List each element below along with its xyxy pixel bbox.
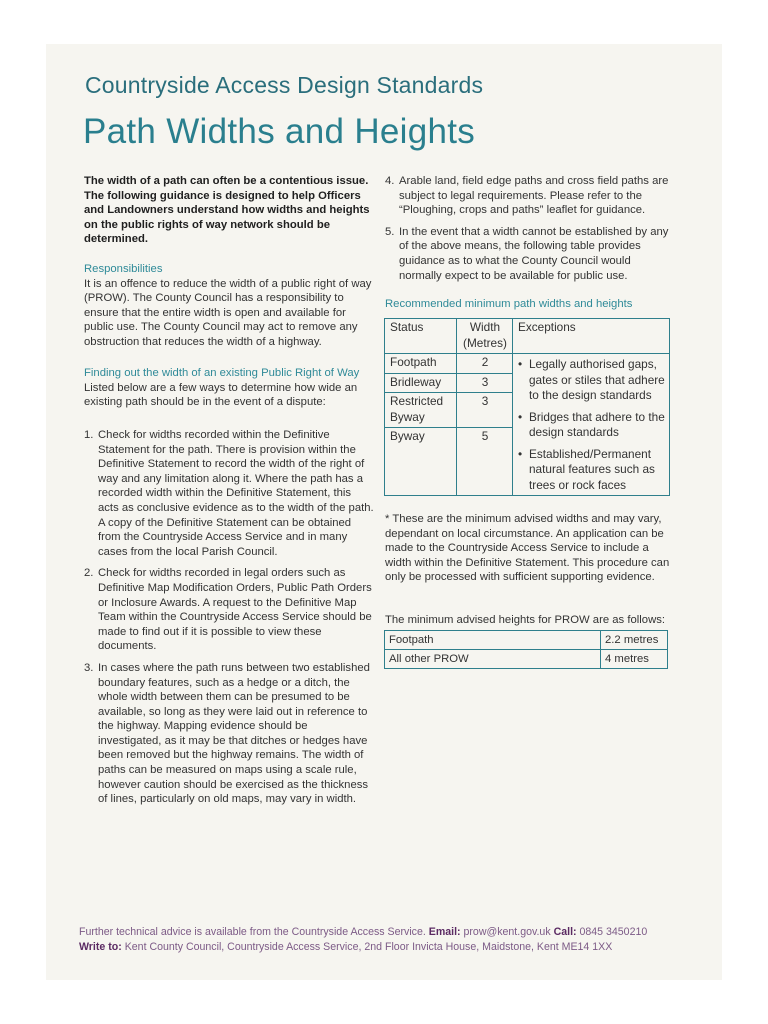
email-link[interactable]: prow@kent.gov.uk xyxy=(463,926,551,938)
list-item xyxy=(84,428,374,559)
status-cell: Bridleway xyxy=(385,373,457,393)
responsibilities-text: It is an offence to reduce the width of a public right of way (PROW). The County Council has a responsibility to ensure that the entire width is open and available for public use. The County Council may act to remove any obstruction that reduces the width of a highway. xyxy=(84,277,372,348)
list-number: 4. xyxy=(385,175,395,187)
table-row xyxy=(385,631,668,650)
finding-section xyxy=(84,366,376,410)
footer-line-2 xyxy=(79,940,647,955)
exceptions-list xyxy=(518,357,665,493)
list-number: 5. xyxy=(385,225,395,238)
list-item xyxy=(84,661,374,807)
list-item xyxy=(385,174,675,218)
header-status: Status xyxy=(385,319,457,354)
width-cell: 3 xyxy=(457,373,513,393)
list-text: Check for widths recorded within the Definitive Statement for the path. There is provision within the Definitive Statement to record the width of the right of way and any limitation along it. Where the path has a recorded width within the Definitive Statement, this acts as conclusive evidence as to the width of the path. A copy of the Definitive Statement can be obtained from the Countryside Access Service and in many cases from the local Parish Council. xyxy=(98,429,374,558)
page-title: Path Widths and Heights xyxy=(83,112,476,151)
series-title: Countryside Access Design Standards xyxy=(85,72,484,98)
exceptions-cell xyxy=(513,354,670,496)
list-number: 2. xyxy=(84,567,94,580)
document-page xyxy=(46,44,722,980)
list-item xyxy=(84,566,374,654)
status-cell: Footpath xyxy=(385,354,457,374)
heights-intro: The minimum advised heights for PROW are as follows: xyxy=(385,614,666,626)
phone-number: 0845 3450210 xyxy=(579,926,648,938)
call-label: Call: xyxy=(553,926,577,938)
width-cell: 3 xyxy=(457,393,513,428)
width-table xyxy=(384,318,670,496)
footer xyxy=(79,925,647,955)
table-row xyxy=(385,650,668,669)
status-cell: Restricted Byway xyxy=(385,393,457,428)
width-table-caption: Recommended minimum path widths and heights xyxy=(385,298,633,310)
path-type-cell: All other PROW xyxy=(385,650,601,669)
footer-advice-text: Further technical advice is available from the Countryside Access Service. xyxy=(79,926,426,938)
status-cell: Byway xyxy=(385,428,457,496)
methods-list-continued xyxy=(385,174,675,283)
height-cell: 4 metres xyxy=(601,650,668,669)
height-cell: 2.2 metres xyxy=(601,631,668,650)
path-type-cell: Footpath xyxy=(385,631,601,650)
width-cell: 5 xyxy=(457,428,513,496)
list-number: 1. xyxy=(84,429,94,441)
list-item: • Established/Permanent natural features such as trees or rock faces xyxy=(518,447,665,494)
width-cell: 2 xyxy=(457,354,513,374)
email-label: Email: xyxy=(428,926,461,938)
list-item xyxy=(385,225,675,283)
header-width-label: Width xyxy=(469,320,501,334)
write-label: Write to: xyxy=(79,941,122,953)
responsibilities-heading: Responsibilities xyxy=(84,263,163,275)
list-text: Arable land, field edge paths and cross field paths are subject to legal requirements. Please refer to the “Ploughing, crops and paths” leaflet for guidance. xyxy=(399,175,669,217)
finding-text: Listed below are a few ways to determine how wide an existing path should be in the event of a dispute: xyxy=(84,381,358,409)
header-width xyxy=(457,319,513,354)
table-row xyxy=(385,354,670,374)
table-header-row xyxy=(385,319,670,354)
list-item: • Bridges that adhere to the design standards xyxy=(518,410,665,441)
width-note: * These are the minimum advised widths and may vary, dependant on local circumstance. An application can be made to the Countryside Access Service to include a width within the Definitive Statement. This procedure can only be processed with sufficient supporting evidence. xyxy=(385,513,670,584)
list-number: 3. xyxy=(84,661,94,674)
list-text: In the event that a width cannot be established by any of the above means, the following table provides guidance as to what the County Council would normally expect to be available for public use. xyxy=(399,225,669,282)
list-text: Check for widths recorded in legal orders such as Definitive Map Modification Orders, Public Path Orders or Inclosure Awards. A request to the Definitive Map Team within the Countryside Access Service should be made to find out if it is possible to view these documents. xyxy=(98,567,372,653)
finding-heading: Finding out the width of an existing Public Right of Way xyxy=(84,367,360,379)
intro-paragraph: The width of a path can often be a contentious issue. The following guidance is designed to help Officers and Landowners understand how widths and heights on the public rights of way network should be determined. xyxy=(84,175,370,246)
postal-address: Kent County Council, Countryside Access Service, 2nd Floor Invicta House, Maidstone, Kent ME14 1XX xyxy=(124,941,613,953)
heights-table xyxy=(384,630,668,669)
methods-list xyxy=(84,428,374,807)
header-width-unit: (Metres) xyxy=(463,335,507,350)
header-exceptions: Exceptions xyxy=(513,319,670,354)
footer-line-1 xyxy=(79,925,647,940)
list-item: • Legally authorised gaps, gates or stiles that adhere to the design standards xyxy=(518,357,665,404)
responsibilities-section xyxy=(84,262,376,350)
list-text: In cases where the path runs between two established boundary features, such as a hedge or a ditch, the whole width between them can be presumed to be available, so long as they were laid out in reference to the highway. Mapping evidence should be investigated, as it may be that ditches or hedges have been removed but the highway remains. The width of paths can be measured on maps using a scale rule, however caution should be exercised as the thickness of lines, particularly on old maps, may vary in width. xyxy=(98,661,370,806)
